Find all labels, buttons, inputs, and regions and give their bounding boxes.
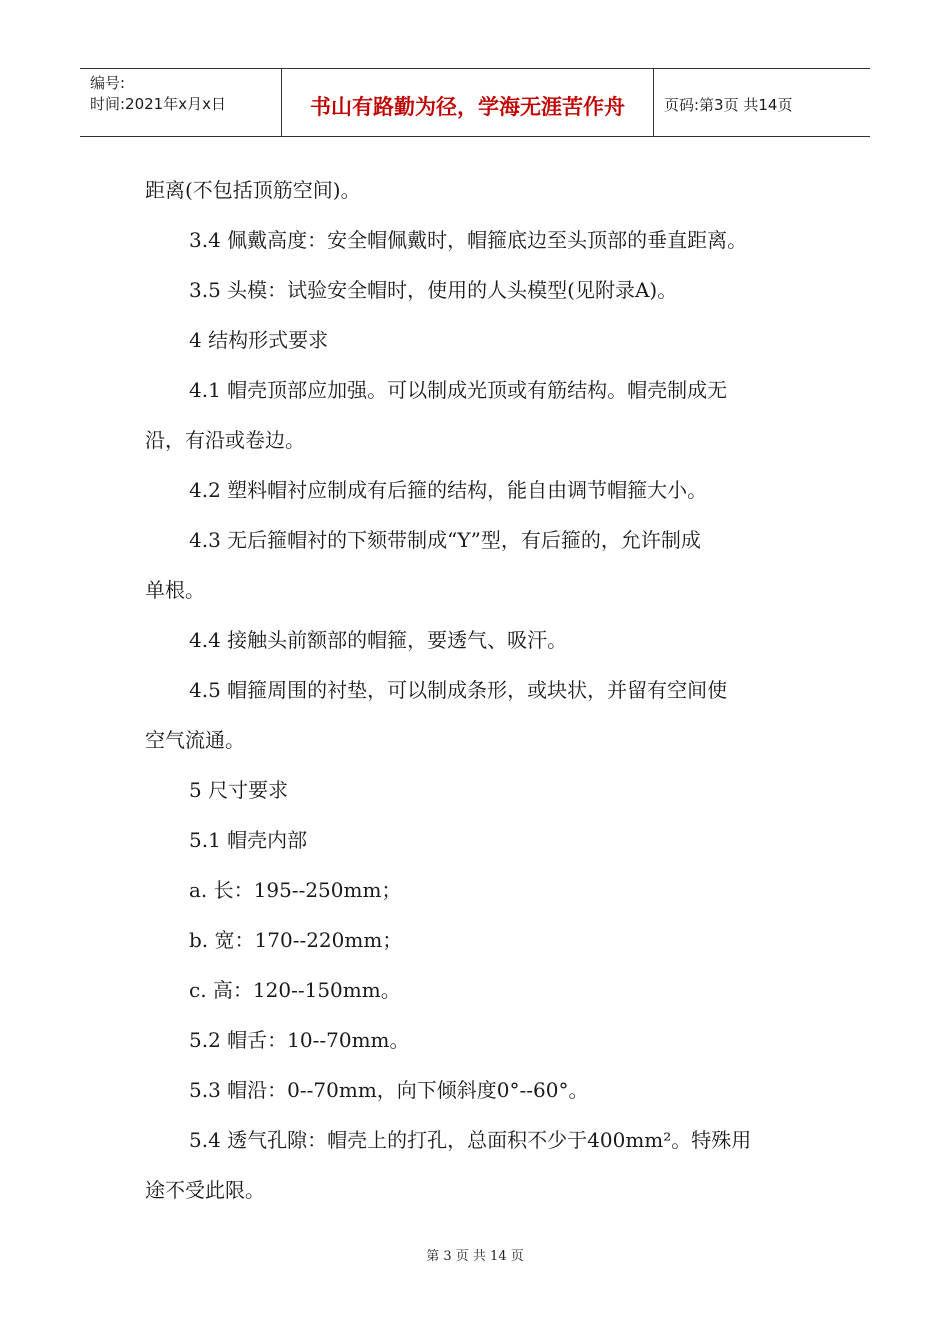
body-line: 空气流通。 [145,728,245,752]
body-line: 4.3 无后箍帽衬的下颏带制成“Y”型，有后箍的，允许制成 [189,528,701,552]
document-time-label: 时间:2021年x月x日 [90,95,226,113]
body-line: 4.1 帽壳顶部应加强。可以制成光顶或有筋结构。帽壳制成无 [189,378,728,402]
body-line: 4.2 塑料帽衬应制成有后箍的结构，能自由调节帽箍大小。 [189,478,708,502]
header-page-info: 页码:第3页 共14页 [664,96,793,114]
list-item: c. 高：120--150mm。 [189,978,401,1002]
document-body [145,165,810,1215]
header-meta [80,69,282,136]
document-number-label: 编号: [90,74,126,92]
body-line: 5.2 帽舌：10--70mm。 [189,1028,410,1052]
section-heading: 4 结构形式要求 [189,328,329,352]
list-item: a. 长：195--250mm； [189,878,402,902]
body-line: 单根。 [145,578,205,602]
body-line: 5.3 帽沿：0--70mm，向下倾斜度0°--60°。 [189,1078,589,1102]
body-line: 5.1 帽壳内部 [189,828,308,852]
list-item: b. 宽：170--220mm； [189,928,403,952]
section-heading: 5 尺寸要求 [189,778,289,802]
body-line: 途不受此限。 [145,1178,265,1202]
body-line: 4.5 帽箍周围的衬垫，可以制成条形，或块状，并留有空间使 [189,678,728,702]
body-line: 距离(不包括顶筋空间)。 [145,178,361,202]
body-line: 3.4 佩戴高度：安全帽佩戴时，帽箍底边至头顶部的垂直距离。 [189,228,748,252]
page-header [80,68,870,137]
header-motto: 书山有路勤为径，学海无涯苦作舟 [282,69,654,136]
page-footer: 第 3 页 共 14 页 [426,1249,524,1264]
body-line: 3.5 头模：试验安全帽时，使用的人头模型(见附录A)。 [189,278,678,302]
body-line: 4.4 接触头前额部的帽箍，要透气、吸汗。 [189,628,568,652]
body-line: 5.4 透气孔隙：帽壳上的打孔，总面积不少于400mm²。特殊用 [189,1128,752,1152]
body-line: 沿，有沿或卷边。 [145,428,305,452]
